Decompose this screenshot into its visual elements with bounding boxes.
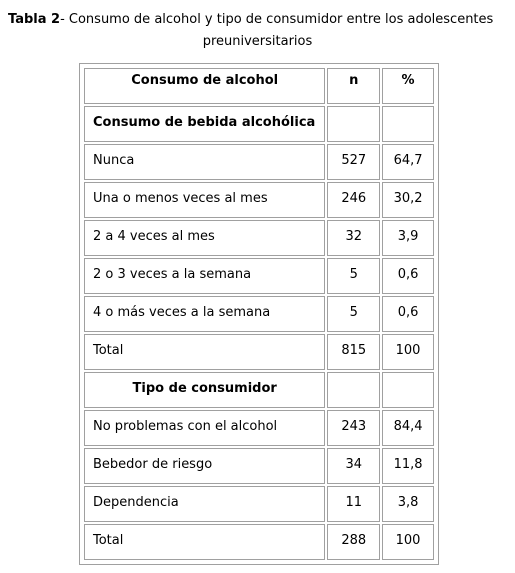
row-n: 815 [327,334,380,370]
row-n: 243 [327,410,380,446]
data-table [82,66,436,562]
table-body [84,106,434,560]
caption-line-2: preuniversitarios [202,34,313,49]
row-label: Bebedor de riesgo [84,448,325,484]
table-row [84,372,434,408]
table-row [84,258,434,294]
table-row [84,334,434,370]
table-caption [0,9,515,53]
caption-line-1 [0,9,515,31]
row-label: 4 o más veces a la semana [84,296,325,332]
row-n: 246 [327,182,380,218]
row-n: 5 [327,258,380,294]
data-table-frame [79,63,439,565]
row-pct: 64,7 [382,144,434,180]
row-n: 527 [327,144,380,180]
row-pct: 3,8 [382,486,434,522]
row-n: 288 [327,524,380,560]
row-label: Total [84,334,325,370]
row-pct [382,106,434,142]
row-n: 32 [327,220,380,256]
row-n: 5 [327,296,380,332]
row-label: Nunca [84,144,325,180]
table-row [84,182,434,218]
row-pct: 84,4 [382,410,434,446]
row-label: Tipo de consumidor [84,372,325,408]
table-row [84,486,434,522]
table-header-row [84,68,434,104]
row-label: Una o menos veces al mes [84,182,325,218]
row-pct: 100 [382,334,434,370]
row-pct: 0,6 [382,258,434,294]
row-label: Total [84,524,325,560]
row-n [327,372,380,408]
row-pct: 3,9 [382,220,434,256]
row-n: 34 [327,448,380,484]
header-n: n [327,68,380,104]
table-row [84,144,434,180]
table-row [84,106,434,142]
table-row [84,296,434,332]
caption-text-1: - Consumo de alcohol y tipo de consumidor entre los adolescentes [60,12,494,27]
row-pct: 0,6 [382,296,434,332]
caption-label: Tabla 2 [8,12,61,27]
row-label: 2 a 4 veces al mes [84,220,325,256]
row-pct: 11,8 [382,448,434,484]
table-row [84,410,434,446]
row-n [327,106,380,142]
row-label: Consumo de bebida alcohólica [84,106,325,142]
header-consumo: Consumo de alcohol [84,68,325,104]
row-pct [382,372,434,408]
table-row [84,524,434,560]
row-label: Dependencia [84,486,325,522]
header-pct: % [382,68,434,104]
row-label: No problemas con el alcohol [84,410,325,446]
row-n: 11 [327,486,380,522]
table-row [84,448,434,484]
row-pct: 100 [382,524,434,560]
row-pct: 30,2 [382,182,434,218]
row-label: 2 o 3 veces a la semana [84,258,325,294]
table-row [84,220,434,256]
